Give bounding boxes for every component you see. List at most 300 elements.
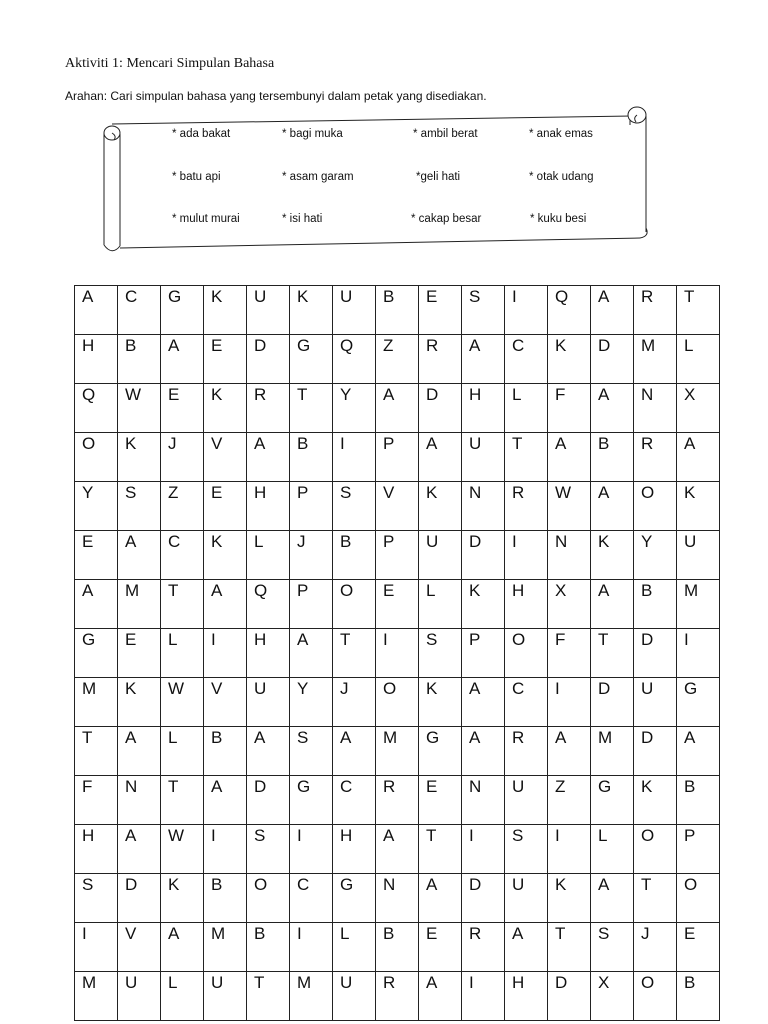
grid-cell[interactable] xyxy=(75,531,118,580)
grid-cell[interactable] xyxy=(204,531,247,580)
grid-cell[interactable] xyxy=(462,433,505,482)
grid-cell[interactable] xyxy=(204,727,247,776)
grid-cell[interactable] xyxy=(677,678,720,727)
grid-cell[interactable] xyxy=(161,825,204,874)
grid-cell[interactable] xyxy=(376,335,419,384)
grid-cell[interactable] xyxy=(376,384,419,433)
grid-cell[interactable] xyxy=(548,482,591,531)
grid-letter: M xyxy=(598,728,613,747)
grid-cell[interactable] xyxy=(505,384,548,433)
grid-cell[interactable] xyxy=(462,727,505,776)
grid-letter: O xyxy=(383,679,397,698)
grid-cell[interactable] xyxy=(419,531,462,580)
grid-cell[interactable] xyxy=(161,482,204,531)
grid-cell[interactable] xyxy=(419,923,462,972)
grid-cell[interactable] xyxy=(505,825,548,874)
grid-cell[interactable] xyxy=(462,678,505,727)
grid-cell[interactable] xyxy=(333,580,376,629)
grid-cell[interactable] xyxy=(548,678,591,727)
grid-row xyxy=(75,776,720,825)
grid-row xyxy=(75,923,720,972)
grid-cell[interactable] xyxy=(591,776,634,825)
grid-letter: G xyxy=(426,728,440,747)
grid-letter: Y xyxy=(82,483,94,502)
grid-cell[interactable] xyxy=(634,286,677,335)
grid-cell[interactable] xyxy=(376,923,419,972)
grid-cell[interactable] xyxy=(247,335,290,384)
grid-cell[interactable] xyxy=(290,482,333,531)
grid-letter: T xyxy=(426,826,437,845)
grid-cell[interactable] xyxy=(677,923,720,972)
grid-cell[interactable] xyxy=(548,972,591,1021)
grid-cell[interactable] xyxy=(591,482,634,531)
grid-cell[interactable] xyxy=(376,678,419,727)
grid-cell[interactable] xyxy=(634,825,677,874)
grid-letter: R xyxy=(383,777,396,796)
grid-cell[interactable] xyxy=(548,874,591,923)
grid-cell[interactable] xyxy=(118,825,161,874)
grid-cell[interactable] xyxy=(419,482,462,531)
grid-cell[interactable] xyxy=(677,825,720,874)
grid-cell[interactable] xyxy=(677,286,720,335)
grid-cell[interactable] xyxy=(75,384,118,433)
grid-letter: I xyxy=(383,630,388,649)
grid-cell[interactable] xyxy=(677,433,720,482)
grid-letter: A xyxy=(512,924,524,943)
grid-cell[interactable] xyxy=(247,384,290,433)
grid-cell[interactable] xyxy=(204,776,247,825)
grid-cell[interactable] xyxy=(548,580,591,629)
grid-cell[interactable] xyxy=(118,972,161,1021)
grid-cell[interactable] xyxy=(462,531,505,580)
grid-cell[interactable] xyxy=(591,433,634,482)
grid-cell[interactable] xyxy=(290,923,333,972)
grid-cell[interactable] xyxy=(204,678,247,727)
grid-cell[interactable] xyxy=(591,923,634,972)
grid-letter: M xyxy=(125,581,140,600)
grid-letter: D xyxy=(469,875,482,894)
grid-cell[interactable] xyxy=(376,286,419,335)
grid-cell[interactable] xyxy=(333,384,376,433)
grid-cell[interactable] xyxy=(247,727,290,776)
grid-letter: L xyxy=(512,385,522,404)
grid-letter: E xyxy=(211,336,223,355)
grid-row xyxy=(75,825,720,874)
grid-cell[interactable] xyxy=(677,727,720,776)
grid-letter: N xyxy=(469,483,482,502)
grid-cell[interactable] xyxy=(204,825,247,874)
grid-cell[interactable] xyxy=(462,286,505,335)
grid-letter: M xyxy=(684,581,699,600)
grid-cell[interactable] xyxy=(634,531,677,580)
grid-letter: A xyxy=(82,287,94,306)
grid-letter: A xyxy=(82,581,94,600)
grid-cell[interactable] xyxy=(505,874,548,923)
grid-cell[interactable] xyxy=(505,531,548,580)
grid-cell[interactable] xyxy=(376,727,419,776)
grid-row xyxy=(75,874,720,923)
grid-cell[interactable] xyxy=(634,727,677,776)
grid-letter: C xyxy=(512,679,525,698)
grid-cell[interactable] xyxy=(75,286,118,335)
grid-cell[interactable] xyxy=(634,776,677,825)
grid-cell[interactable] xyxy=(677,335,720,384)
grid-letter: D xyxy=(598,336,611,355)
grid-cell[interactable] xyxy=(333,923,376,972)
grid-cell[interactable] xyxy=(75,580,118,629)
grid-cell[interactable] xyxy=(591,335,634,384)
grid-cell[interactable] xyxy=(247,776,290,825)
grid-cell[interactable] xyxy=(376,433,419,482)
grid-cell[interactable] xyxy=(161,727,204,776)
grid-cell[interactable] xyxy=(333,433,376,482)
grid-letter: U xyxy=(340,973,353,992)
grid-cell[interactable] xyxy=(161,923,204,972)
grid-cell[interactable] xyxy=(419,825,462,874)
grid-cell[interactable] xyxy=(204,629,247,678)
grid-cell[interactable] xyxy=(118,776,161,825)
grid-cell[interactable] xyxy=(290,335,333,384)
grid-cell[interactable] xyxy=(247,433,290,482)
grid-letter: I xyxy=(555,679,560,698)
grid-cell[interactable] xyxy=(161,433,204,482)
grid-cell[interactable] xyxy=(161,384,204,433)
word-search-grid xyxy=(74,285,720,1021)
grid-cell[interactable] xyxy=(75,335,118,384)
grid-cell[interactable] xyxy=(548,923,591,972)
grid-letter: Y xyxy=(340,385,352,404)
grid-cell[interactable] xyxy=(677,384,720,433)
grid-cell[interactable] xyxy=(290,286,333,335)
grid-letter: V xyxy=(383,483,395,502)
grid-cell[interactable] xyxy=(677,972,720,1021)
grid-cell[interactable] xyxy=(419,874,462,923)
grid-letter: D xyxy=(469,532,482,551)
grid-cell[interactable] xyxy=(290,776,333,825)
grid-cell[interactable] xyxy=(333,678,376,727)
word-item: * batu api xyxy=(172,171,221,183)
grid-cell[interactable] xyxy=(161,580,204,629)
grid-cell[interactable] xyxy=(505,433,548,482)
grid-cell[interactable] xyxy=(462,825,505,874)
grid-cell[interactable] xyxy=(634,629,677,678)
grid-cell[interactable] xyxy=(548,433,591,482)
grid-cell[interactable] xyxy=(290,531,333,580)
grid-cell[interactable] xyxy=(462,972,505,1021)
grid-cell[interactable] xyxy=(161,335,204,384)
grid-cell[interactable] xyxy=(247,678,290,727)
grid-cell[interactable] xyxy=(634,335,677,384)
grid-cell[interactable] xyxy=(247,286,290,335)
grid-cell[interactable] xyxy=(75,433,118,482)
grid-cell[interactable] xyxy=(505,727,548,776)
grid-cell[interactable] xyxy=(118,874,161,923)
grid-cell[interactable] xyxy=(118,433,161,482)
grid-letter: B xyxy=(383,287,395,306)
grid-cell[interactable] xyxy=(204,384,247,433)
grid-cell[interactable] xyxy=(505,776,548,825)
grid-letter: K xyxy=(297,287,309,306)
grid-cell[interactable] xyxy=(290,727,333,776)
grid-cell[interactable] xyxy=(677,531,720,580)
grid-cell[interactable] xyxy=(548,335,591,384)
grid-cell[interactable] xyxy=(419,972,462,1021)
grid-cell[interactable] xyxy=(505,923,548,972)
grid-cell[interactable] xyxy=(376,482,419,531)
grid-letter: F xyxy=(555,385,566,404)
instruction-text: Arahan: Cari simpulan bahasa yang tersembunyi dalam petak yang disediakan. xyxy=(65,89,487,103)
grid-cell[interactable] xyxy=(505,286,548,335)
grid-cell[interactable] xyxy=(548,629,591,678)
grid-cell[interactable] xyxy=(118,286,161,335)
word-item: * asam garam xyxy=(282,171,354,183)
grid-letter: L xyxy=(254,532,264,551)
grid-cell[interactable] xyxy=(462,629,505,678)
grid-cell[interactable] xyxy=(75,825,118,874)
grid-cell[interactable] xyxy=(419,776,462,825)
grid-cell[interactable] xyxy=(419,580,462,629)
grid-cell[interactable] xyxy=(591,286,634,335)
grid-cell[interactable] xyxy=(505,629,548,678)
grid-row xyxy=(75,384,720,433)
grid-cell[interactable] xyxy=(161,776,204,825)
grid-cell[interactable] xyxy=(677,580,720,629)
grid-cell[interactable] xyxy=(290,433,333,482)
grid-letter: I xyxy=(512,287,517,306)
grid-cell[interactable] xyxy=(376,531,419,580)
grid-letter: D xyxy=(555,973,568,992)
grid-cell[interactable] xyxy=(75,629,118,678)
grid-cell[interactable] xyxy=(634,384,677,433)
word-item: *geli hati xyxy=(416,171,461,183)
grid-row xyxy=(75,972,720,1021)
grid-letter: J xyxy=(168,434,177,453)
grid-letter: G xyxy=(168,287,182,306)
grid-cell[interactable] xyxy=(75,972,118,1021)
grid-cell[interactable] xyxy=(333,727,376,776)
grid-cell[interactable] xyxy=(290,972,333,1021)
grid-letter: R xyxy=(641,287,654,306)
grid-cell[interactable] xyxy=(419,678,462,727)
grid-letter: A xyxy=(168,336,180,355)
grid-cell[interactable] xyxy=(677,482,720,531)
grid-letter: B xyxy=(125,336,137,355)
grid-cell[interactable] xyxy=(247,531,290,580)
grid-letter: E xyxy=(426,287,438,306)
grid-letter: G xyxy=(340,875,354,894)
grid-cell[interactable] xyxy=(677,874,720,923)
grid-letter: R xyxy=(383,973,396,992)
grid-cell[interactable] xyxy=(376,825,419,874)
grid-cell[interactable] xyxy=(548,776,591,825)
grid-row xyxy=(75,531,720,580)
grid-cell[interactable] xyxy=(376,776,419,825)
grid-cell[interactable] xyxy=(75,678,118,727)
grid-cell[interactable] xyxy=(290,629,333,678)
grid-cell[interactable] xyxy=(118,384,161,433)
grid-cell[interactable] xyxy=(247,482,290,531)
grid-cell[interactable] xyxy=(634,433,677,482)
grid-cell[interactable] xyxy=(204,874,247,923)
grid-cell[interactable] xyxy=(118,629,161,678)
grid-cell[interactable] xyxy=(333,874,376,923)
grid-cell[interactable] xyxy=(376,580,419,629)
grid-cell[interactable] xyxy=(75,727,118,776)
grid-cell[interactable] xyxy=(118,335,161,384)
grid-cell[interactable] xyxy=(419,433,462,482)
grid-cell[interactable] xyxy=(333,531,376,580)
grid-cell[interactable] xyxy=(204,335,247,384)
grid-cell[interactable] xyxy=(548,384,591,433)
grid-cell[interactable] xyxy=(333,972,376,1021)
grid-letter: U xyxy=(641,679,654,698)
grid-cell[interactable] xyxy=(204,972,247,1021)
grid-letter: D xyxy=(641,728,654,747)
grid-cell[interactable] xyxy=(75,923,118,972)
grid-letter: I xyxy=(469,973,474,992)
grid-letter: N xyxy=(555,532,568,551)
grid-cell[interactable] xyxy=(591,580,634,629)
grid-letter: U xyxy=(512,777,525,796)
grid-cell[interactable] xyxy=(247,874,290,923)
grid-letter: S xyxy=(426,630,438,649)
grid-cell[interactable] xyxy=(247,972,290,1021)
grid-cell[interactable] xyxy=(462,874,505,923)
grid-cell[interactable] xyxy=(75,482,118,531)
grid-cell[interactable] xyxy=(462,776,505,825)
grid-cell[interactable] xyxy=(161,531,204,580)
grid-cell[interactable] xyxy=(591,384,634,433)
grid-letter: E xyxy=(426,777,438,796)
grid-cell[interactable] xyxy=(290,384,333,433)
grid-cell[interactable] xyxy=(634,580,677,629)
grid-cell[interactable] xyxy=(419,727,462,776)
grid-cell[interactable] xyxy=(591,531,634,580)
grid-cell[interactable] xyxy=(118,482,161,531)
grid-cell[interactable] xyxy=(419,629,462,678)
grid-letter: D xyxy=(426,385,439,404)
grid-cell[interactable] xyxy=(247,629,290,678)
grid-cell[interactable] xyxy=(118,923,161,972)
grid-cell[interactable] xyxy=(161,972,204,1021)
grid-cell[interactable] xyxy=(548,727,591,776)
grid-cell[interactable] xyxy=(591,629,634,678)
grid-letter: K xyxy=(426,483,438,502)
grid-cell[interactable] xyxy=(290,874,333,923)
grid-cell[interactable] xyxy=(204,580,247,629)
grid-letter: O xyxy=(641,973,655,992)
grid-cell[interactable] xyxy=(505,482,548,531)
grid-cell[interactable] xyxy=(462,335,505,384)
grid-cell[interactable] xyxy=(161,678,204,727)
grid-cell[interactable] xyxy=(247,580,290,629)
grid-cell[interactable] xyxy=(161,874,204,923)
grid-letter: A xyxy=(168,924,180,943)
grid-letter: E xyxy=(383,581,395,600)
grid-cell[interactable] xyxy=(204,286,247,335)
grid-cell[interactable] xyxy=(505,678,548,727)
grid-letter: Q xyxy=(555,287,569,306)
grid-cell[interactable] xyxy=(333,776,376,825)
grid-cell[interactable] xyxy=(591,972,634,1021)
grid-cell[interactable] xyxy=(161,629,204,678)
grid-cell[interactable] xyxy=(333,286,376,335)
grid-letter: T xyxy=(641,875,652,894)
grid-letter: A xyxy=(125,826,137,845)
grid-cell[interactable] xyxy=(161,286,204,335)
grid-cell[interactable] xyxy=(548,531,591,580)
grid-cell[interactable] xyxy=(548,286,591,335)
grid-cell[interactable] xyxy=(505,580,548,629)
grid-cell[interactable] xyxy=(333,629,376,678)
grid-cell[interactable] xyxy=(634,678,677,727)
grid-cell[interactable] xyxy=(204,482,247,531)
grid-cell[interactable] xyxy=(419,384,462,433)
grid-cell[interactable] xyxy=(247,923,290,972)
grid-cell[interactable] xyxy=(634,874,677,923)
grid-cell[interactable] xyxy=(290,580,333,629)
grid-cell[interactable] xyxy=(419,286,462,335)
grid-cell[interactable] xyxy=(118,531,161,580)
grid-cell[interactable] xyxy=(591,874,634,923)
grid-cell[interactable] xyxy=(333,335,376,384)
grid-cell[interactable] xyxy=(505,972,548,1021)
grid-cell[interactable] xyxy=(118,727,161,776)
grid-cell[interactable] xyxy=(505,335,548,384)
grid-cell[interactable] xyxy=(462,923,505,972)
grid-cell[interactable] xyxy=(634,923,677,972)
grid-letter: N xyxy=(641,385,654,404)
grid-cell[interactable] xyxy=(462,482,505,531)
grid-letter: A xyxy=(426,875,438,894)
grid-letter: M xyxy=(82,679,97,698)
grid-letter: T xyxy=(168,581,179,600)
grid-cell[interactable] xyxy=(548,825,591,874)
grid-cell[interactable] xyxy=(118,678,161,727)
grid-cell[interactable] xyxy=(462,384,505,433)
grid-cell[interactable] xyxy=(677,629,720,678)
grid-cell[interactable] xyxy=(290,678,333,727)
grid-cell[interactable] xyxy=(376,629,419,678)
grid-cell[interactable] xyxy=(591,727,634,776)
grid-cell[interactable] xyxy=(204,433,247,482)
grid-cell[interactable] xyxy=(290,825,333,874)
grid-cell[interactable] xyxy=(333,825,376,874)
grid-letter: O xyxy=(82,434,96,453)
grid-cell[interactable] xyxy=(376,972,419,1021)
grid-cell[interactable] xyxy=(634,972,677,1021)
grid-cell[interactable] xyxy=(333,482,376,531)
grid-letter: B xyxy=(598,434,610,453)
grid-cell[interactable] xyxy=(591,678,634,727)
grid-cell[interactable] xyxy=(634,482,677,531)
grid-cell[interactable] xyxy=(75,776,118,825)
grid-letter: U xyxy=(211,973,224,992)
grid-cell[interactable] xyxy=(247,825,290,874)
grid-cell[interactable] xyxy=(75,874,118,923)
grid-letter: T xyxy=(598,630,609,649)
grid-letter: M xyxy=(82,973,97,992)
grid-cell[interactable] xyxy=(118,580,161,629)
grid-cell[interactable] xyxy=(419,335,462,384)
grid-cell[interactable] xyxy=(462,580,505,629)
grid-cell[interactable] xyxy=(677,776,720,825)
grid-row xyxy=(75,433,720,482)
grid-cell[interactable] xyxy=(591,825,634,874)
grid-cell[interactable] xyxy=(376,874,419,923)
grid-cell[interactable] xyxy=(204,923,247,972)
grid-letter: C xyxy=(340,777,353,796)
